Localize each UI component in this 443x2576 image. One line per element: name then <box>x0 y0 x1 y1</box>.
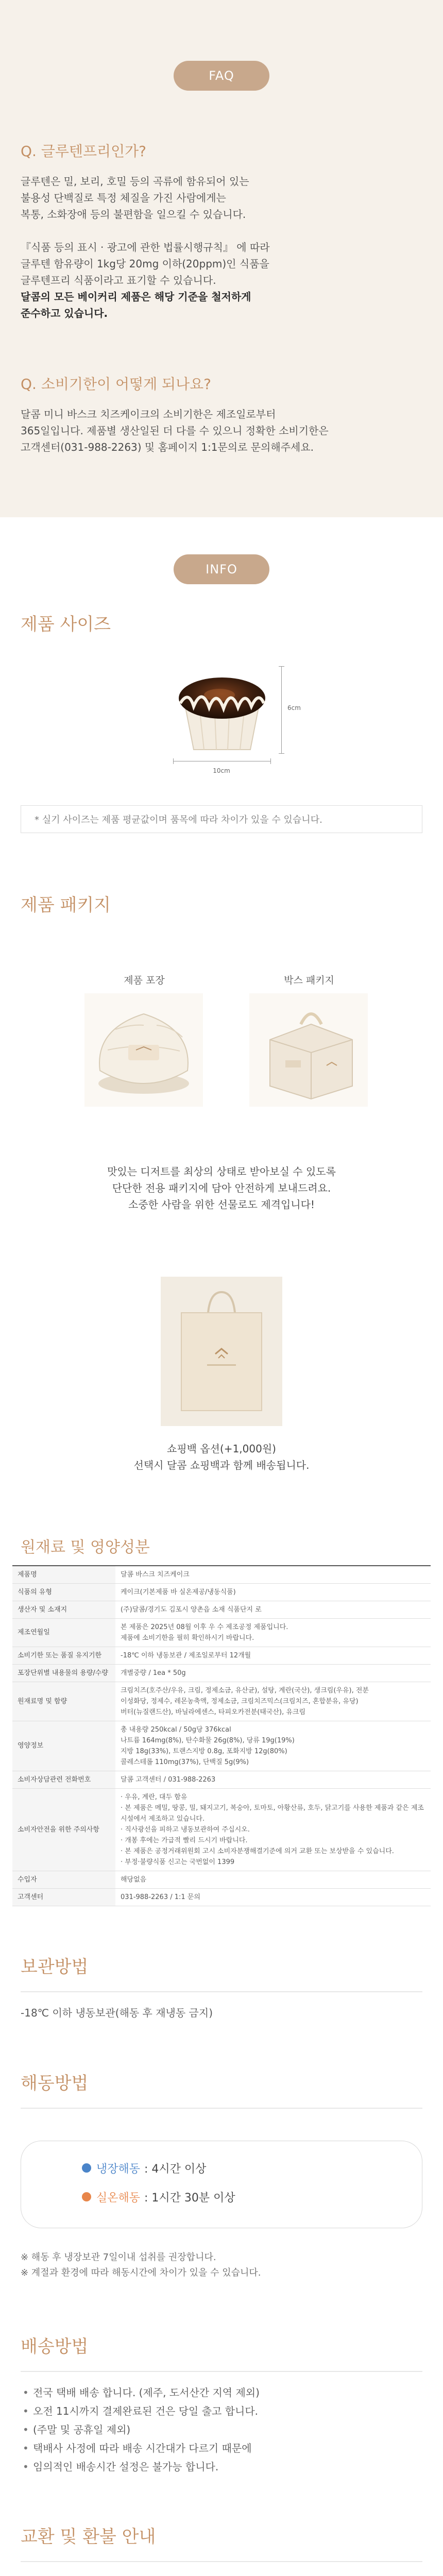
nutrition-row <box>12 1682 431 1721</box>
faq-answer-line: 복통, 소화장애 등의 불편함을 일으킬 수 있습니다. <box>21 208 246 221</box>
faq-answer-line: 글루텐 함유량이 1kg당 20mg 이하(20ppm)인 식품을 <box>21 258 269 270</box>
package-description <box>0 1163 443 1213</box>
size-note: * 실기 사이즈는 제품 평균값이며 품목에 따라 차이가 있을 수 있습니다. <box>21 805 422 833</box>
faq-question: Q. 소비기한이 어떻게 되나요? <box>21 376 212 393</box>
info-pill: INFO <box>174 554 269 584</box>
list-item: • 임의적인 배송시간 설정은 불가능 합니다. <box>21 2458 422 2476</box>
nutrition-value <box>115 1566 431 1584</box>
storage-text: -18℃ 이하 냉동보관(해동 후 재냉동 금지) <box>21 2007 213 2019</box>
package-title: 제품 패키지 <box>21 895 111 916</box>
nutrition-key: 소비기한 또는 품질 유지기한 <box>12 1647 115 1665</box>
package-right-label: 박스 패키지 <box>284 975 334 986</box>
nutrition-title: 원재료 및 영양성분 <box>21 1538 150 1556</box>
fridge-dot-icon <box>82 2163 91 2173</box>
shopping-bag-option <box>0 1277 443 1519</box>
nutrition-value-line: · 우유, 계란, 대두 함유 <box>121 1793 188 1801</box>
thaw-section <box>0 2069 443 2281</box>
nutrition-value-line: 케이크(기본제품 바 실온제공/냉동식품) <box>121 1588 236 1596</box>
list-item <box>21 2573 422 2576</box>
nutrition-row <box>12 1647 431 1665</box>
nutrition-row <box>12 1566 431 1584</box>
nutrition-value-line: · 본 제품은 공정거래위원회 고시 소비자분쟁해결기준에 의거 교환 또는 보상받을 수 있습니다. <box>121 1848 394 1855</box>
faq-section <box>0 0 443 517</box>
nutrition-row <box>12 1601 431 1619</box>
nutrition-value <box>115 1789 431 1871</box>
nutrition-value <box>115 1889 431 1906</box>
shopping-bag-text <box>0 1440 443 1473</box>
nutrition-value-line: -18℃ 이하 냉동보관 / 제조일로부터 12개월 <box>121 1652 251 1659</box>
nutrition-key: 영양정보 <box>12 1721 115 1771</box>
faq-answer <box>21 406 422 455</box>
nutrition-value <box>115 1601 431 1619</box>
nutrition-key: 원재료명 및 함량 <box>12 1682 115 1721</box>
faq-answer-emphasis: 준수하고 있습니다. <box>21 307 108 319</box>
nutrition-row <box>12 1771 431 1789</box>
nutrition-key: 소비자상담관련 전화번호 <box>12 1771 115 1789</box>
thaw-time: : 1시간 30분 이상 <box>144 2191 235 2205</box>
nutrition-row <box>12 1789 431 1871</box>
faq-pill: FAQ <box>174 61 269 91</box>
faq-answer-line: 글루텐은 밀, 보리, 호밀 등의 곡류에 함유되어 있는 <box>21 175 249 188</box>
nutrition-value-line: 달콤 고객센터 / 031-988-2263 <box>121 1776 216 1784</box>
nutrition-key: 수입자 <box>12 1871 115 1889</box>
thaw-note: ※ 계절과 환경에 따라 해동시간에 차이가 있을 수 있습니다. <box>21 2267 261 2278</box>
nutrition-value-line: 해당없음 <box>121 1876 147 1884</box>
room-dot-icon <box>82 2192 91 2201</box>
nutrition-value-line: 총 내용량 250kcal / 50g당 376kcal <box>121 1726 231 1734</box>
nutrition-key: 포장단위별 내용물의 용량/수량 <box>12 1665 115 1682</box>
faq-answer-line: 불용성 단백질로 특정 체질을 가진 사람에게는 <box>21 192 226 204</box>
nutrition-row <box>12 1584 431 1601</box>
nutrition-value <box>115 1771 431 1789</box>
width-label: 10cm <box>213 767 230 774</box>
thaw-mode: 냉장해동 <box>96 2162 141 2176</box>
nutrition-value <box>115 1682 431 1721</box>
nutrition-row <box>12 1619 431 1647</box>
nutrition-value-line: · 개봉 후에는 가급적 빨리 드시기 바랍니다. <box>121 1837 248 1844</box>
faq-answer-line: 고객센터(031-988-2263) 및 홈페이지 1:1문의로 문의해주세요. <box>21 441 314 453</box>
faq-answer-line: 글루텐프리 식품이라고 표기할 수 있습니다. <box>21 274 216 286</box>
nutrition-value <box>115 1665 431 1682</box>
exchange-section <box>0 2522 443 2576</box>
shipping-title: 배송방법 <box>21 2336 89 2357</box>
wrapped-cake-image <box>84 993 203 1107</box>
package-left-label: 제품 포장 <box>124 975 165 986</box>
nutrition-value-line: 달콤 바스크 치즈케이크 <box>121 1571 190 1579</box>
faq-answer-line: 『식품 등의 표시 · 광고에 관한 법률시행규칙』 에 따라 <box>21 241 270 253</box>
height-label: 6cm <box>287 704 301 711</box>
thaw-time: : 4시간 이상 <box>144 2162 207 2176</box>
shipping-section <box>0 2332 443 2476</box>
nutrition-value-line: 콜레스테롤 110mg(37%), 단백질 5g(9%) <box>121 1758 249 1766</box>
shopping-bag-image <box>161 1277 282 1426</box>
list-item: • 오전 11시까지 결제완료된 건은 당일 출고 합니다. <box>21 2402 422 2420</box>
nutrition-row <box>12 1889 431 1906</box>
thaw-row-room <box>82 2182 422 2211</box>
nutrition-key: 소비자안전을 위한 주의사항 <box>12 1789 115 1871</box>
shipping-list <box>21 2383 422 2476</box>
faq-item-gluten <box>0 140 443 321</box>
nutrition-value <box>115 1647 431 1665</box>
nutrition-value-line: 나트륨 164mg(8%), 탄수화물 26g(8%), 당류 19g(19%) <box>121 1737 295 1744</box>
faq-answer-line: 365일입니다. 제품별 생산일된 더 다를 수 있으니 정확한 소비기한은 <box>21 425 329 437</box>
package-desc-line: 단단한 전용 패키지에 담아 안전하게 보내드려요. <box>112 1182 331 1194</box>
nutrition-value-line: 크림치즈(호주산/우유, 크림, 정제소금, 유산균), 설탕, 계란(국산), 생크림(우유), 전분 <box>121 1687 369 1694</box>
cheesecake-image <box>173 666 271 754</box>
faq-answer-emphasis: 달콤의 모든 베이커리 제품은 해당 기준을 철저하게 <box>21 291 251 303</box>
nutrition-key: 제품명 <box>12 1566 115 1584</box>
size-title: 제품 사이즈 <box>21 614 111 635</box>
nutrition-key: 고객센터 <box>12 1889 115 1906</box>
faq-question: Q. 글루텐프리인가? <box>21 143 147 160</box>
package-gallery <box>0 916 443 1277</box>
bag-option-desc: 선택시 달콤 쇼핑백과 함께 배송됩니다. <box>133 1459 310 1471</box>
bag-option-price: 쇼핑백 옵션(+1,000원) <box>167 1443 276 1455</box>
nutrition-value-line: 이성화당, 정제수, 레몬농축액, 정제소금, 크림치즈믹스(크림치즈, 혼합분유, 유당) <box>121 1698 359 1705</box>
nutrition-row <box>12 1871 431 1889</box>
nutrition-value-line: 본 제품은 2025년 08월 이후 우 수 제조공정 제품입니다. <box>121 1623 288 1631</box>
list-item: • (주말 및 공휴일 제외) <box>21 2420 422 2439</box>
nutrition-row <box>12 1665 431 1682</box>
list-item: • 택배사 사정에 따라 배송 시간대가 다르기 때문에 <box>21 2439 422 2458</box>
faq-answer <box>21 173 422 321</box>
nutrition-value <box>115 1721 431 1771</box>
faq-item-expiry <box>0 373 443 455</box>
thaw-title: 해동방법 <box>21 2073 89 2094</box>
nutrition-value-line: · 직사광선을 피하고 냉동보관하여 주십시오. <box>121 1826 250 1834</box>
exchange-list <box>21 2573 422 2576</box>
thaw-box <box>21 2141 422 2228</box>
nutrition-table <box>12 1565 431 1906</box>
nutrition-key: 생산자 및 소재지 <box>12 1601 115 1619</box>
package-desc-line: 맛있는 디저트를 최상의 상태로 받아보실 수 있도록 <box>107 1165 336 1178</box>
storage-title: 보관방법 <box>21 1957 89 1977</box>
gift-box-image <box>249 993 368 1107</box>
info-section <box>0 517 443 1519</box>
faq-answer-line: 달콤 미니 바스크 치즈케이크의 소비기한은 제조일로부터 <box>21 408 276 420</box>
nutrition-value-line: 제품에 소비기한을 필히 확인하시기 바랍니다. <box>121 1634 254 1642</box>
exchange-title: 교환 및 환불 안내 <box>21 2527 156 2547</box>
nutrition-value-line: 개별중량 / 1ea * 50g <box>121 1669 186 1677</box>
height-dimension-line <box>281 666 282 754</box>
nutrition-value-line: · 부정·불량식품 신고는 국번없이 1399 <box>121 1858 235 1866</box>
nutrition-value-line: 버터(뉴질랜드산), 바닐라에센스, 타피오카전분(태국산), 유크림 <box>121 1708 306 1716</box>
size-diagram <box>0 635 443 805</box>
nutrition-value <box>115 1619 431 1647</box>
thaw-mode: 실온해동 <box>96 2191 141 2205</box>
nutrition-value-line: · 본 제품은 메밀, 땅콩, 밀, 돼지고기, 복숭아, 토마토, 아황산류, 호두, 닭고기를 사용한 제품과 같은 제조시설에서 제조하고 있습니다. <box>121 1804 424 1823</box>
package-desc-line: 소중한 사람을 위한 선물로도 제격입니다! <box>128 1198 315 1211</box>
nutrition-value-line: (주)달콤/경기도 김포시 양촌읍 소재 식품단지 로 <box>121 1606 262 1614</box>
nutrition-value <box>115 1871 431 1889</box>
nutrition-value-line: 031-988-2263 / 1:1 문의 <box>121 1893 200 1901</box>
storage-section <box>0 1953 443 2020</box>
nutrition-key: 제조연월일 <box>12 1619 115 1647</box>
list-item: • 전국 택배 배송 합니다. (제주, 도서산간 지역 제외) <box>21 2383 422 2402</box>
nutrition-key: 식품의 유형 <box>12 1584 115 1601</box>
thaw-note: ※ 해동 후 냉장보관 7일이내 섭취를 권장합니다. <box>21 2252 216 2263</box>
nutrition-value-line: 지방 18g(33%), 트랜스지방 0.8g, 포화지방 12g(80%) <box>121 1748 287 1755</box>
nutrition-value <box>115 1584 431 1601</box>
nutrition-row <box>12 1721 431 1771</box>
thaw-row-fridge <box>82 2154 422 2182</box>
